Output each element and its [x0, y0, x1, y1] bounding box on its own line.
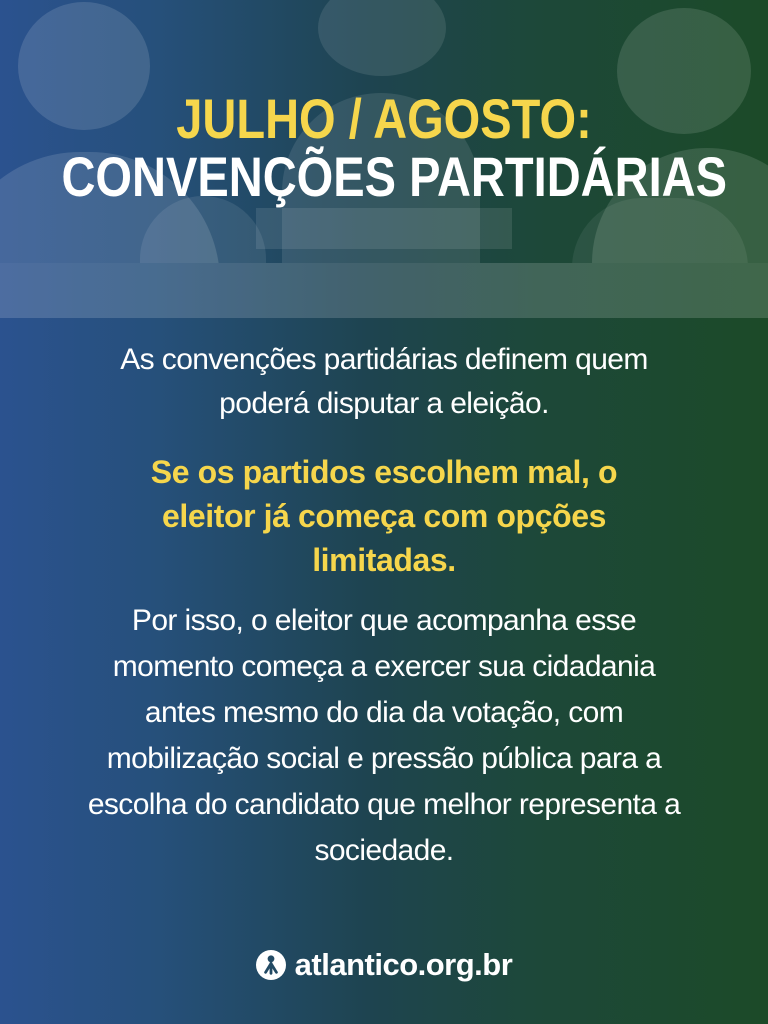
title-subject: CONVENÇÕES PARTIDÁRIAS [61, 145, 728, 208]
highlight-line: limitadas. [312, 542, 456, 578]
atlantico-logo-icon [256, 950, 286, 980]
title-month-range: JULHO / AGOSTO: [176, 87, 592, 150]
detail-line: momento começa a exercer sua cidadania [112, 650, 656, 683]
highlight-line: Se os partidos escolhem mal, o [150, 454, 618, 490]
detail-line: Por isso, o eleitor que acompanha esse [131, 604, 637, 637]
intro-line: poderá disputar a eleição. [219, 387, 549, 420]
detail-line: escolha do candidato que melhor representa a [87, 788, 681, 821]
detail-line: antes mesmo do dia da votação, com [144, 696, 624, 729]
website-url: atlantico.org.br [294, 947, 513, 982]
detail-paragraph [0, 598, 768, 874]
person-head-center-icon [318, 0, 446, 76]
footer [0, 948, 768, 982]
podium-rectangle-icon [256, 208, 512, 249]
highlight-line: eleitor já começa com opções [161, 498, 607, 534]
page-title [0, 87, 768, 208]
intro-line: As convenções partidárias definem quem [120, 343, 648, 376]
divider-band [0, 263, 768, 318]
intro-paragraph [0, 338, 768, 426]
highlight-paragraph [0, 450, 768, 582]
detail-line: sociedade. [314, 834, 454, 867]
detail-line: mobilização social e pressão pública para a [106, 742, 662, 775]
